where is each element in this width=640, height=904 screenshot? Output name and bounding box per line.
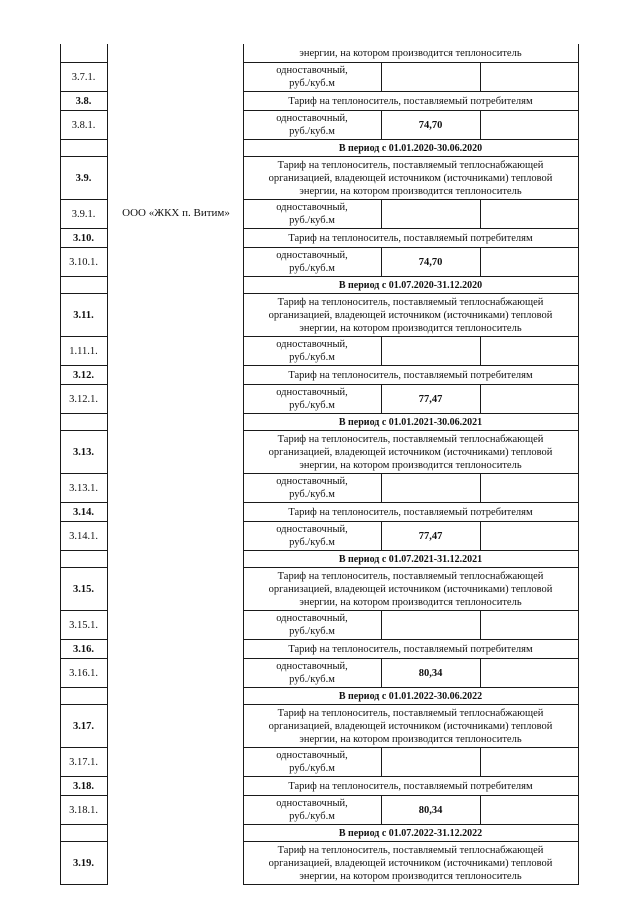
empty-cell bbox=[480, 796, 578, 824]
tariff-value: 74,70 bbox=[418, 256, 443, 268]
unit-line: руб./куб.м bbox=[289, 263, 335, 274]
row-description: Тариф на теплоноситель, поставляемый потребителям bbox=[288, 780, 533, 792]
empty-cell bbox=[480, 748, 578, 776]
description-line: организацией, владеющей источником (источниками) тепловой bbox=[268, 172, 553, 184]
description-line: Тариф на теплоноситель, поставляемый теплоснабжающей bbox=[277, 296, 544, 308]
row-number: 3.8.1. bbox=[71, 119, 96, 131]
row-number: 3.8. bbox=[75, 95, 92, 107]
row-number: 3.10.1. bbox=[69, 256, 98, 268]
column-divider bbox=[381, 200, 382, 228]
column-divider bbox=[480, 63, 481, 91]
organization-name: ООО «ЖКХ п. Витим» bbox=[122, 206, 230, 219]
row-number: 3.15. bbox=[73, 583, 94, 595]
column-divider bbox=[480, 522, 481, 550]
description-line: энергии, на котором производится теплоноситель bbox=[299, 322, 522, 334]
row-number: 3.14. bbox=[73, 506, 94, 518]
empty-cell bbox=[480, 337, 578, 365]
unit-label bbox=[243, 200, 381, 228]
unit-label bbox=[243, 385, 381, 413]
column-divider bbox=[381, 522, 382, 550]
unit-line: руб./куб.м bbox=[289, 674, 335, 685]
tariff-value: 74,70 bbox=[418, 119, 443, 131]
period-heading: В период с 01.01.2020-30.06.2020 bbox=[338, 142, 483, 154]
column-divider bbox=[381, 248, 382, 276]
period-heading: В период с 01.01.2021-30.06.2021 bbox=[338, 416, 483, 428]
row-number: 3.19. bbox=[73, 857, 94, 869]
row-number bbox=[60, 44, 107, 62]
unit-label bbox=[243, 63, 381, 91]
row-number: 3.13. bbox=[73, 446, 94, 458]
row-description bbox=[243, 842, 578, 884]
row-description: энергии, на котором производится теплоноситель bbox=[299, 47, 522, 59]
row-description: Тариф на теплоноситель, поставляемый потребителям bbox=[288, 232, 533, 244]
unit-label bbox=[243, 248, 381, 276]
row-divider bbox=[60, 884, 108, 885]
column-divider bbox=[381, 748, 382, 776]
unit-line: одноставочный, bbox=[276, 476, 348, 487]
period-heading: В период с 01.07.2021-31.12.2021 bbox=[338, 553, 483, 565]
unit-label bbox=[243, 659, 381, 687]
unit-line: руб./куб.м bbox=[289, 400, 335, 411]
row-number: 3.7.1. bbox=[71, 71, 96, 83]
row-number: 3.12.1. bbox=[69, 393, 98, 405]
row-description: Тариф на теплоноситель, поставляемый потребителям bbox=[288, 95, 533, 107]
row-number: 3.18.1. bbox=[69, 804, 98, 816]
column-divider bbox=[480, 796, 481, 824]
row-number bbox=[60, 825, 107, 841]
tariff-value: 77,47 bbox=[418, 530, 443, 542]
description-line: Тариф на теплоноситель, поставляемый теплоснабжающей bbox=[277, 844, 544, 856]
unit-line: одноставочный, bbox=[276, 202, 348, 213]
empty-cell bbox=[480, 200, 578, 228]
unit-line: руб./куб.м bbox=[289, 215, 335, 226]
empty-cell bbox=[480, 385, 578, 413]
description-line: энергии, на котором производится теплоноситель bbox=[299, 185, 522, 197]
description-line: энергии, на котором производится теплоноситель bbox=[299, 459, 522, 471]
unit-line: руб./куб.м bbox=[289, 78, 335, 89]
tariff-value bbox=[381, 200, 480, 228]
column-divider bbox=[381, 611, 382, 639]
column-divider bbox=[381, 796, 382, 824]
row-number: 3.11. bbox=[73, 309, 94, 321]
unit-line: руб./куб.м bbox=[289, 489, 335, 500]
column-divider bbox=[381, 63, 382, 91]
column-divider bbox=[243, 44, 244, 885]
empty-cell bbox=[480, 611, 578, 639]
description-line: Тариф на теплоноситель, поставляемый теплоснабжающей bbox=[277, 707, 544, 719]
row-number: 3.9. bbox=[75, 172, 92, 184]
description-line: организацией, владеющей источником (источниками) тепловой bbox=[268, 720, 553, 732]
unit-line: одноставочный, bbox=[276, 250, 348, 261]
unit-label bbox=[243, 474, 381, 502]
tariff-value bbox=[381, 63, 480, 91]
column-divider bbox=[381, 337, 382, 365]
unit-line: руб./куб.м bbox=[289, 352, 335, 363]
empty-cell bbox=[480, 474, 578, 502]
tariff-value bbox=[381, 474, 480, 502]
table-right-border bbox=[578, 44, 579, 885]
unit-label bbox=[243, 748, 381, 776]
row-description: Тариф на теплоноситель, поставляемый потребителям bbox=[288, 369, 533, 381]
row-number: 3.13.1. bbox=[69, 482, 98, 494]
description-line: организацией, владеющей источником (источниками) тепловой bbox=[268, 446, 553, 458]
column-divider bbox=[480, 200, 481, 228]
column-divider bbox=[480, 659, 481, 687]
period-heading: В период с 01.07.2022-31.12.2022 bbox=[338, 827, 483, 839]
row-number: 3.16. bbox=[73, 643, 94, 655]
unit-line: одноставочный, bbox=[276, 339, 348, 350]
description-line: организацией, владеющей источником (источниками) тепловой bbox=[268, 309, 553, 321]
period-heading: В период с 01.01.2022-30.06.2022 bbox=[338, 690, 483, 702]
tariff-value: 80,34 bbox=[418, 804, 443, 816]
column-divider bbox=[480, 385, 481, 413]
column-divider bbox=[480, 748, 481, 776]
row-number: 3.17.1. bbox=[69, 756, 98, 768]
row-description: Тариф на теплоноситель, поставляемый потребителям bbox=[288, 506, 533, 518]
tariff-value: 77,47 bbox=[418, 393, 443, 405]
column-divider bbox=[480, 611, 481, 639]
column-divider bbox=[480, 248, 481, 276]
column-divider bbox=[381, 111, 382, 139]
description-line: энергии, на котором производится теплоноситель bbox=[299, 733, 522, 745]
unit-label bbox=[243, 522, 381, 550]
unit-label bbox=[243, 796, 381, 824]
empty-cell bbox=[480, 111, 578, 139]
unit-line: руб./куб.м bbox=[289, 126, 335, 137]
row-description bbox=[243, 294, 578, 336]
tariff-value bbox=[381, 337, 480, 365]
row-description bbox=[243, 431, 578, 473]
unit-line: одноставочный, bbox=[276, 798, 348, 809]
row-number: 3.16.1. bbox=[69, 667, 98, 679]
row-number: 3.12. bbox=[73, 369, 94, 381]
unit-label bbox=[243, 611, 381, 639]
tariff-value bbox=[381, 748, 480, 776]
row-number bbox=[60, 277, 107, 293]
row-number: 3.9.1. bbox=[71, 208, 96, 220]
row-number bbox=[60, 551, 107, 567]
row-number: 3.17. bbox=[73, 720, 94, 732]
unit-line: одноставочный, bbox=[276, 750, 348, 761]
row-divider bbox=[243, 884, 579, 885]
unit-line: одноставочный, bbox=[276, 661, 348, 672]
row-description bbox=[243, 568, 578, 610]
row-description bbox=[243, 705, 578, 747]
description-line: Тариф на теплоноситель, поставляемый теплоснабжающей bbox=[277, 433, 544, 445]
description-line: Тариф на теплоноситель, поставляемый теплоснабжающей bbox=[277, 570, 544, 582]
tariff-value: 80,34 bbox=[418, 667, 443, 679]
empty-cell bbox=[480, 659, 578, 687]
unit-line: руб./куб.м bbox=[289, 763, 335, 774]
unit-label bbox=[243, 337, 381, 365]
description-line: организацией, владеющей источником (источниками) тепловой bbox=[268, 857, 553, 869]
description-line: организацией, владеющей источником (источниками) тепловой bbox=[268, 583, 553, 595]
empty-cell bbox=[480, 63, 578, 91]
row-number: 3.15.1. bbox=[69, 619, 98, 631]
row-number bbox=[60, 414, 107, 430]
unit-line: одноставочный, bbox=[276, 613, 348, 624]
row-description bbox=[243, 157, 578, 199]
unit-line: руб./куб.м bbox=[289, 626, 335, 637]
period-heading: В период с 01.07.2020-31.12.2020 bbox=[338, 279, 483, 291]
unit-line: одноставочный, bbox=[276, 113, 348, 124]
empty-cell bbox=[480, 248, 578, 276]
column-divider bbox=[381, 474, 382, 502]
unit-line: одноставочный, bbox=[276, 524, 348, 535]
unit-line: руб./куб.м bbox=[289, 537, 335, 548]
unit-label bbox=[243, 111, 381, 139]
column-divider bbox=[480, 111, 481, 139]
row-number: 1.11.1. bbox=[69, 345, 98, 357]
row-number bbox=[60, 140, 107, 156]
description-line: Тариф на теплоноситель, поставляемый теплоснабжающей bbox=[277, 159, 544, 171]
row-number: 3.10. bbox=[73, 232, 94, 244]
column-divider bbox=[381, 385, 382, 413]
column-divider bbox=[381, 659, 382, 687]
tariff-value bbox=[381, 611, 480, 639]
unit-line: одноставочный, bbox=[276, 65, 348, 76]
table-left-border bbox=[60, 44, 61, 885]
column-divider bbox=[480, 337, 481, 365]
column-divider bbox=[480, 474, 481, 502]
row-number bbox=[60, 688, 107, 704]
description-line: энергии, на котором производится теплоноситель bbox=[299, 870, 522, 882]
unit-line: руб./куб.м bbox=[289, 811, 335, 822]
empty-cell bbox=[480, 522, 578, 550]
column-divider bbox=[107, 44, 108, 885]
row-description: Тариф на теплоноситель, поставляемый потребителям bbox=[288, 643, 533, 655]
description-line: энергии, на котором производится теплоноситель bbox=[299, 596, 522, 608]
row-number: 3.18. bbox=[73, 780, 94, 792]
row-number: 3.14.1. bbox=[69, 530, 98, 542]
unit-line: одноставочный, bbox=[276, 387, 348, 398]
